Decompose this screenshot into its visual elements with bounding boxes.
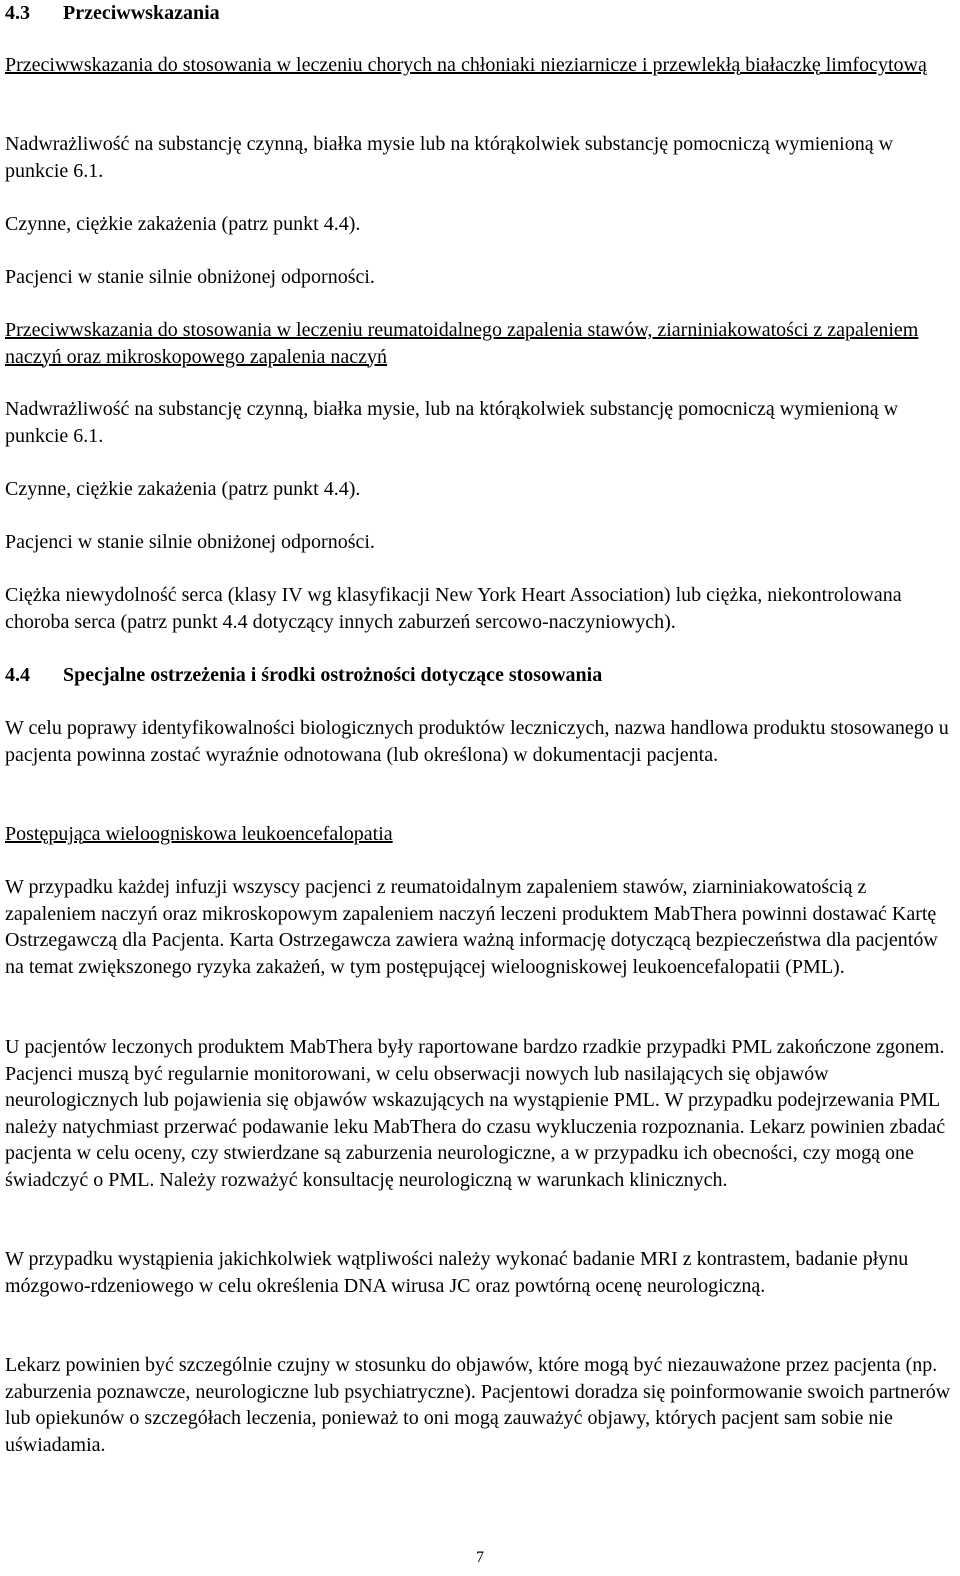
section-number: 4.3 [5, 2, 30, 24]
section-title: Przeciwwskazania [63, 2, 220, 24]
paragraph: Nadwrażliwość na substancję czynną, białka mysie lub na którąkolwiek substancję pomocniczą wymienioną w punkcie 6.1. [5, 133, 894, 182]
section-number: 4.4 [5, 664, 30, 686]
paragraph: U pacjentów leczonych produktem MabThera były raportowane bardzo rzadkie przypadki PML zakończone zgonem. Pacjenci muszą być regularnie monitorowani, w celu obserwacji nowych lub nasilających się objawów neurologicznych lub pojawienia się objawów wskazujących na wystąpienie PML. W przypadku podejrzewania PML należy natychmiast przerwać podawanie leku MabThera do czasu wykluczenia rozpoznania. Lekarz powinien zbadać pacjenta w celu oceny, czy stwierdzane są zaburzenia neurologiczne, a w przypadku ich obecności, czy mogą one świadczyć o PML. Należy rozważyć konsultację neurologiczną w warunkach klinicznych. [5, 1036, 946, 1191]
section-heading-4-3 [5, 0, 220, 26]
paragraph: Lekarz powinien być szczególnie czujny w stosunku do objawów, które mogą być niezauważone przez pacjenta (np. zaburzenia poznawcze, neurologiczne lub psychiatryczne). Pacjentowi doradza się poinformowanie swoich partnerów lub opiekunów o szczegółach leczenia, ponieważ to oni mogą zauważyć objawy, których pacjent sam sobie nie uświadamia. [5, 1354, 951, 1456]
section-heading-4-4 [5, 662, 602, 688]
subheading-contraindications-ra: Przeciwwskazania do stosowania w leczeniu reumatoidalnego zapalenia stawów, ziarniniakowatości z zapaleniem naczyń oraz mikroskopowego zapalenia naczyń [5, 319, 919, 368]
paragraph: Czynne, ciężkie zakażenia (patrz punkt 4.4). [5, 478, 361, 500]
paragraph: Czynne, ciężkie zakażenia (patrz punkt 4.4). [5, 213, 361, 235]
paragraph: Pacjenci w stanie silnie obniżonej odporności. [5, 531, 375, 553]
page-number: 7 [476, 1549, 484, 1566]
paragraph: Nadwrażliwość na substancję czynną, białka mysie, lub na którąkolwiek substancję pomocniczą wymienioną w punkcie 6.1. [5, 398, 899, 447]
paragraph: Ciężka niewydolność serca (klasy IV wg klasyfikacji New York Heart Association) lub ciężka, niekontrolowana choroba serca (patrz punkt 4.4 dotyczący innych zaburzeń sercowo-naczyniowych). [5, 584, 902, 633]
paragraph: W przypadku każdej infuzji wszyscy pacjenci z reumatoidalnym zapaleniem stawów, ziarniniakowatością z zapaleniem naczyń oraz mikroskopowym zapaleniem naczyń leczeni produktem MabThera powinni dostawać Kartę Ostrzegawczą dla Pacjenta. Karta Ostrzegawcza zawiera ważną informację dotyczącą bezpieczeństwa dla pacjentów na temat zwiększonego ryzyka zakażeń, w tym postępującej wieloogniskowej leukoencefalopatii (PML). [5, 876, 938, 978]
subheading-pml: Postępująca wieloogniskowa leukoencefalopatia [5, 823, 393, 845]
paragraph: W celu poprawy identyfikowalności biologicznych produktów leczniczych, nazwa handlowa produktu stosowanego u pacjenta powinna zostać wyraźnie odnotowana (lub określona) w dokumentacji pacjenta. [5, 717, 949, 766]
section-title: Specjalne ostrzeżenia i środki ostrożności dotyczące stosowania [63, 664, 603, 686]
paragraph: Pacjenci w stanie silnie obniżonej odporności. [5, 266, 375, 288]
subheading-contraindications-nhl: Przeciwwskazania do stosowania w leczeniu chorych na chłoniaki nieziarnicze i przewlekłą białaczkę limfocytową [5, 54, 927, 76]
paragraph: W przypadku wystąpienia jakichkolwiek wątpliwości należy wykonać badanie MRI z kontrastem, badanie płynu mózgowo-rdzeniowego w celu określenia DNA wirusa JC oraz powtórną ocenę neurologiczną. [5, 1248, 909, 1297]
